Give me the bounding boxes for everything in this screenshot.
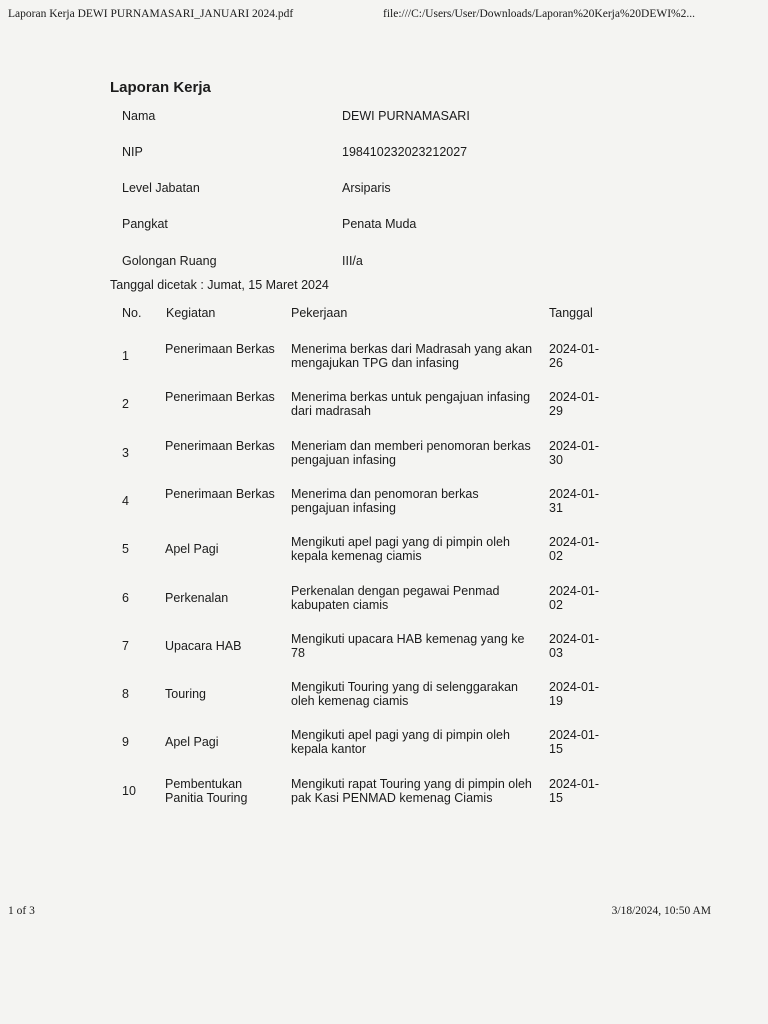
row-kegiatan: Penerimaan Berkas	[165, 487, 275, 501]
column-header-no: No.	[122, 306, 142, 320]
column-header-tanggal: Tanggal	[549, 306, 593, 320]
info-row	[0, 217, 768, 235]
info-label: Golongan Ruang	[122, 254, 217, 268]
row-tanggal: 2024-01-15	[549, 728, 600, 756]
table-row	[0, 342, 768, 382]
info-label: NIP	[122, 145, 143, 159]
row-tanggal: 2024-01-31	[549, 487, 600, 515]
row-kegiatan: Apel Pagi	[165, 542, 219, 556]
row-pekerjaan: Menerima berkas untuk pengajuan infasing dari madrasah	[291, 390, 531, 418]
report-title: Laporan Kerja	[110, 79, 211, 96]
row-number: 2	[122, 397, 129, 411]
row-kegiatan: Pembentukan Panitia Touring	[165, 777, 248, 805]
info-row	[0, 109, 768, 127]
print-header	[0, 8, 768, 24]
table-row	[0, 728, 768, 768]
info-label: Level Jabatan	[122, 181, 200, 195]
row-number: 3	[122, 446, 129, 460]
file-url: file:///C:/Users/User/Downloads/Laporan%20Kerja%20DEWI%2...	[383, 8, 696, 20]
info-value: III/a	[342, 254, 363, 268]
row-kegiatan: Penerimaan Berkas	[165, 439, 275, 453]
row-number: 4	[122, 494, 129, 508]
row-pekerjaan: Menerima dan penomoran berkas pengajuan infasing	[291, 487, 479, 515]
row-kegiatan: Perkenalan	[165, 591, 229, 605]
row-tanggal: 2024-01-30	[549, 439, 600, 467]
row-number: 9	[122, 735, 129, 749]
row-number: 10	[122, 784, 136, 798]
row-pekerjaan: Mengikuti apel pagi yang di pimpin oleh kepala kemenag ciamis	[291, 535, 510, 563]
info-value: 198410232023212027	[342, 145, 468, 159]
row-tanggal: 2024-01-15	[549, 777, 600, 805]
row-number: 1	[122, 349, 129, 363]
print-timestamp: 3/18/2024, 10:50 AM	[611, 905, 711, 917]
row-tanggal: 2024-01-19	[549, 680, 600, 708]
row-tanggal: 2024-01-02	[549, 584, 600, 612]
row-number: 5	[122, 542, 129, 556]
table-row	[0, 390, 768, 430]
row-tanggal: 2024-01-02	[549, 535, 600, 563]
column-header-pekerjaan: Pekerjaan	[291, 306, 348, 320]
row-pekerjaan: Mengikuti rapat Touring yang di pimpin oleh pak Kasi PENMAD kemenag Ciamis	[291, 777, 532, 805]
row-kegiatan: Penerimaan Berkas	[165, 342, 275, 356]
row-pekerjaan: Mengikuti upacara HAB kemenag yang ke 78	[291, 632, 525, 660]
info-label: Nama	[122, 109, 156, 123]
row-pekerjaan: Mengikuti Touring yang di selenggarakan oleh kemenag ciamis	[291, 680, 519, 708]
row-pekerjaan: Menerima berkas dari Madrasah yang akan mengajukan TPG dan infasing	[291, 342, 533, 370]
row-number: 6	[122, 591, 129, 605]
page-indicator: 1 of 3	[8, 905, 35, 917]
table-row	[0, 535, 768, 575]
row-number: 8	[122, 687, 129, 701]
row-tanggal: 2024-01-26	[549, 342, 600, 370]
print-footer	[0, 905, 768, 921]
table-row	[0, 584, 768, 624]
row-kegiatan: Apel Pagi	[165, 735, 219, 749]
row-pekerjaan: Mengikuti apel pagi yang di pimpin oleh kepala kantor	[291, 728, 510, 756]
table-row	[0, 439, 768, 479]
info-label: Pangkat	[122, 217, 168, 231]
row-kegiatan: Upacara HAB	[165, 639, 242, 653]
table-row	[0, 487, 768, 527]
row-pekerjaan: Meneriam dan memberi penomoran berkas pengajuan infasing	[291, 439, 531, 467]
row-number: 7	[122, 639, 129, 653]
row-kegiatan: Penerimaan Berkas	[165, 390, 275, 404]
info-row	[0, 254, 768, 272]
info-value: DEWI PURNAMASARI	[342, 109, 470, 123]
info-row	[0, 181, 768, 199]
column-header-kegiatan: Kegiatan	[166, 306, 216, 320]
table-row	[0, 632, 768, 672]
info-value: Arsiparis	[342, 181, 391, 195]
print-date: Tanggal dicetak : Jumat, 15 Maret 2024	[110, 278, 329, 292]
row-tanggal: 2024-01-03	[549, 632, 600, 660]
table-row	[0, 777, 768, 817]
row-tanggal: 2024-01-29	[549, 390, 600, 418]
document-name: Laporan Kerja DEWI PURNAMASARI_JANUARI 2024.pdf	[8, 8, 294, 20]
row-pekerjaan: Perkenalan dengan pegawai Penmad kabupaten ciamis	[291, 584, 500, 612]
info-value: Penata Muda	[342, 217, 417, 231]
info-row	[0, 145, 768, 163]
row-kegiatan: Touring	[165, 687, 206, 701]
table-row	[0, 680, 768, 720]
